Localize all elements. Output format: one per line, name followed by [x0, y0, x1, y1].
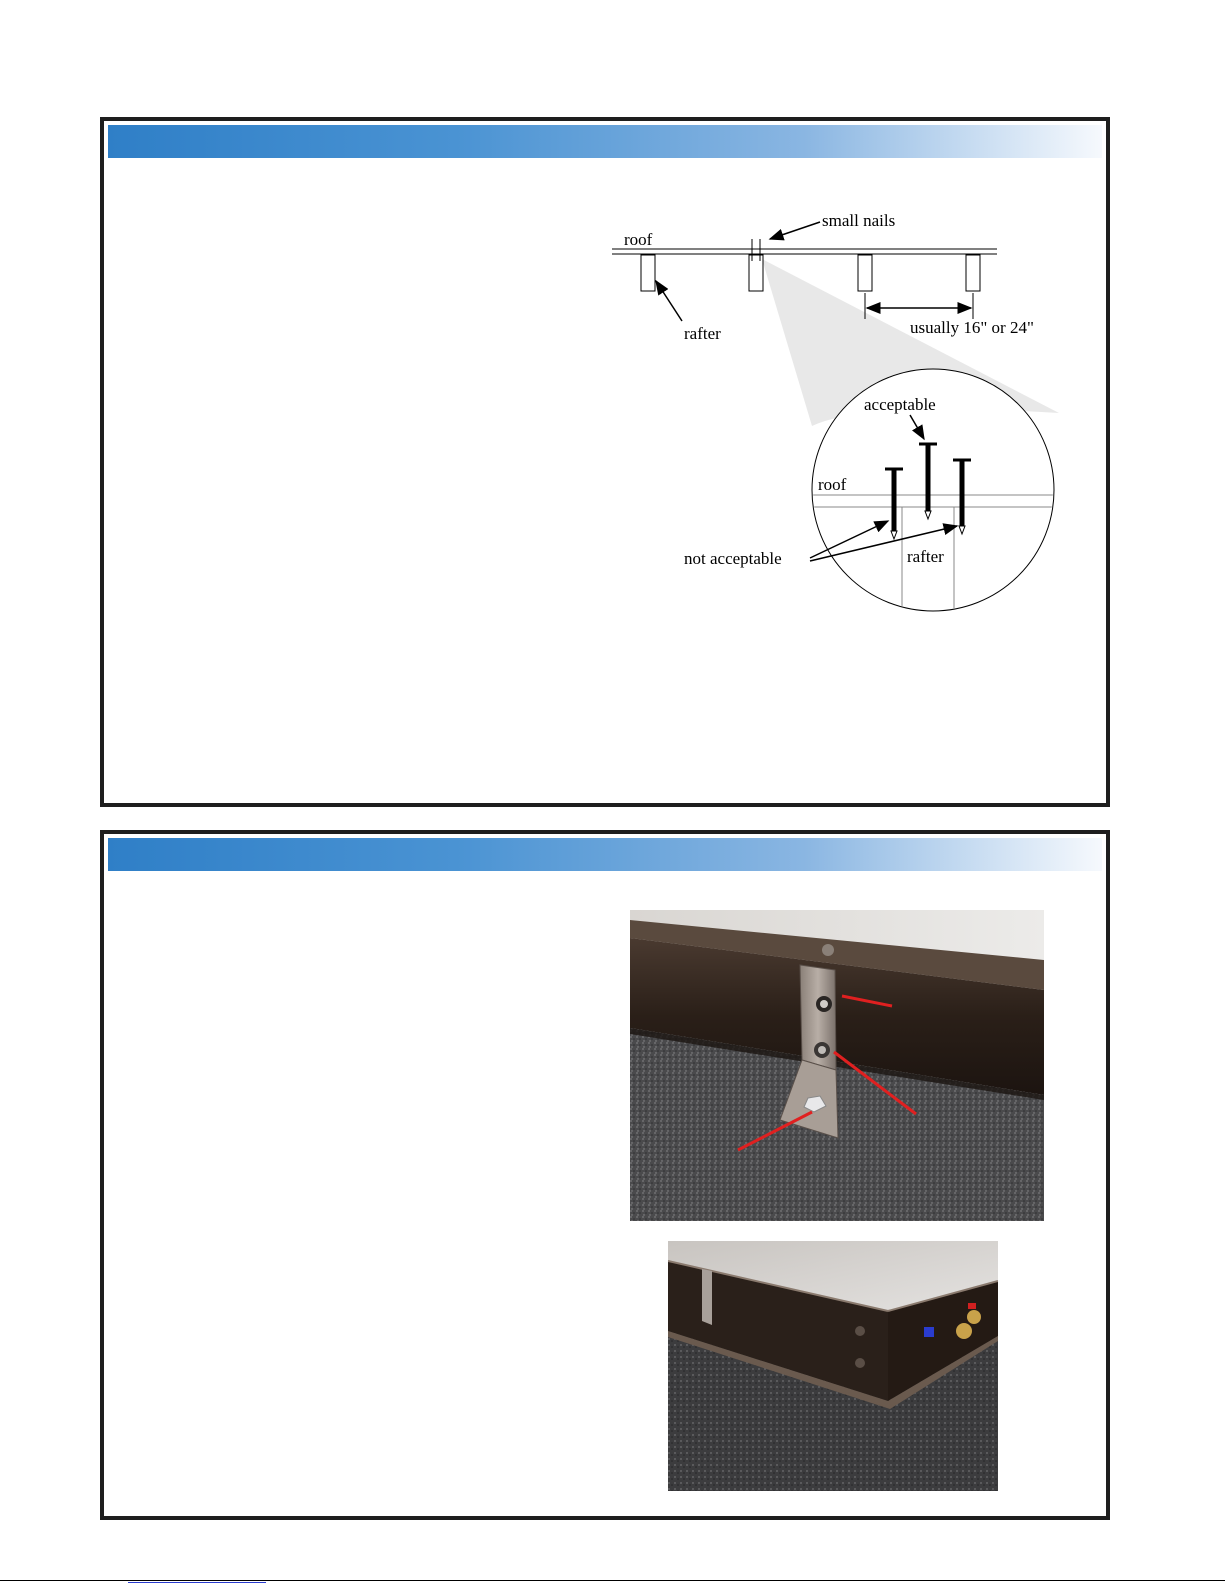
roof-label-top: roof [624, 230, 653, 249]
rafter-2 [749, 255, 763, 291]
small-nails-label: small nails [822, 211, 896, 230]
roof-label-zoom: roof [818, 475, 847, 494]
panel-header-bar-2 [108, 838, 1102, 871]
mounting-photos-panel [100, 830, 1110, 1520]
rafter-nailing-diagram [104, 121, 1106, 803]
not-acceptable-label: not acceptable [684, 549, 782, 568]
rafter-4 [966, 255, 980, 291]
rafter-label-zoom: rafter [907, 547, 944, 566]
spacing-label: usually 16" or 24" [910, 318, 1034, 337]
page-bottom-rule [0, 1580, 1225, 1581]
footer-link-underline[interactable] [128, 1582, 266, 1583]
mounting-bracket-photo [630, 910, 1044, 1221]
rafter-arrow-top [656, 281, 682, 321]
acceptable-label: acceptable [864, 395, 936, 414]
rafter-label-top: rafter [684, 324, 721, 343]
rafter-1 [641, 255, 655, 291]
small-nails-arrow [770, 222, 820, 239]
rafter-3 [858, 255, 872, 291]
roof-nailing-panel [100, 117, 1110, 807]
collector-corner-photo [668, 1241, 998, 1491]
